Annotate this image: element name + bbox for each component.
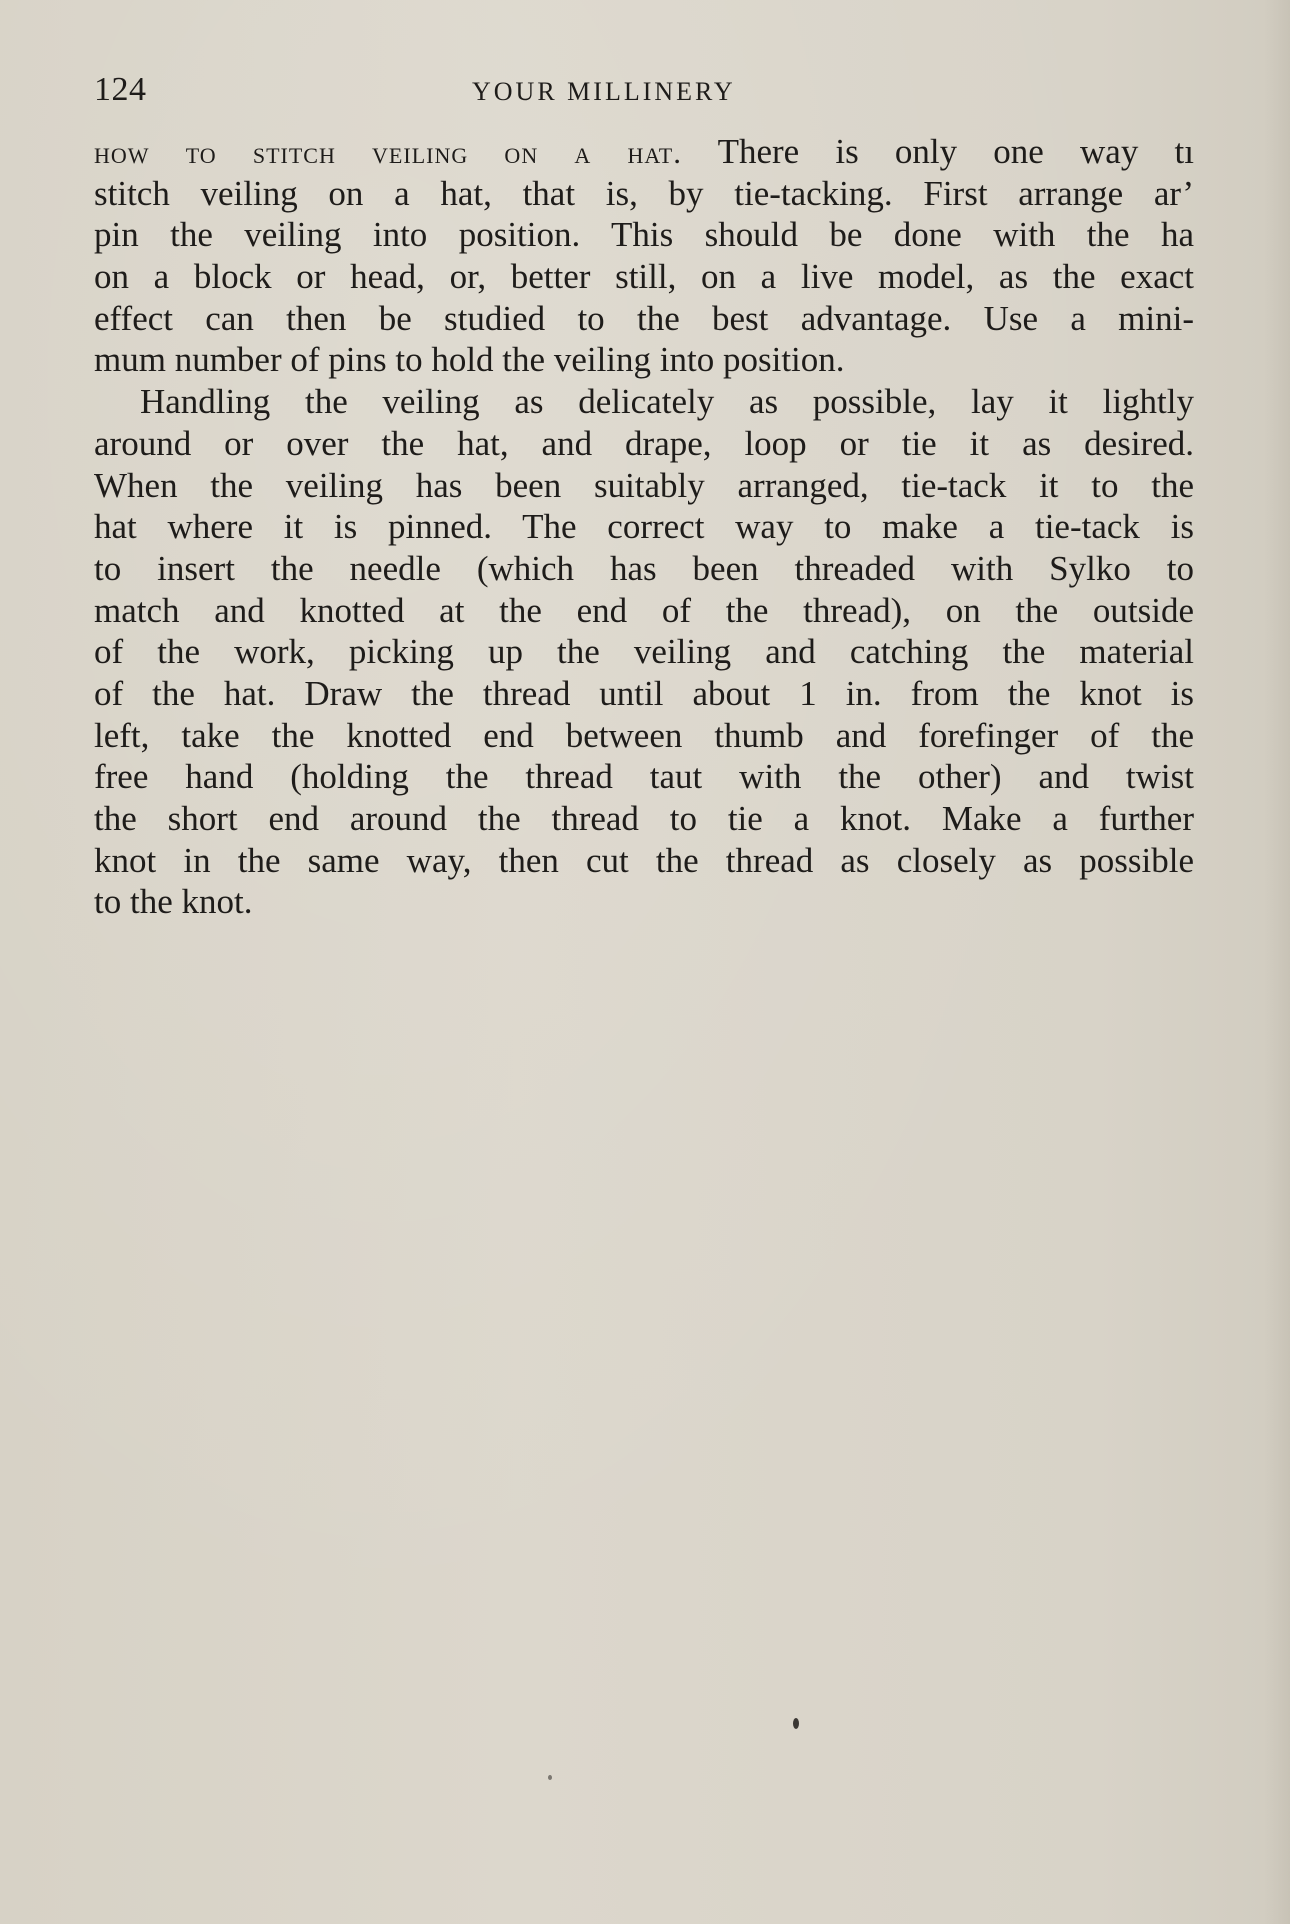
page-number: 124 [94, 71, 147, 108]
paragraph-handling-veiling [94, 381, 1194, 923]
paper-speck [793, 1718, 799, 1729]
paper-speck [548, 1775, 552, 1780]
book-title: YOUR MILLINERY [472, 77, 736, 106]
text-line [94, 131, 1194, 173]
text-line: to insert the needle (which has been threaded with Sylko to [94, 548, 1194, 588]
text-line: around or over the hat, and drape, loop or tie it as desired. [94, 423, 1194, 463]
text-line: of the hat. Draw the thread until about 1 in. from the knot is [94, 673, 1194, 713]
text-line: match and knotted at the end of the thread), on the outside [94, 590, 1194, 630]
text-line: left, take the knotted end between thumb and forefinger of the [94, 715, 1194, 755]
text-line: knot in the same way, then cut the thread as closely as possible [94, 840, 1194, 880]
text-line: to the knot. [94, 882, 253, 922]
text-line: the short end around the thread to tie a knot. Make a further [94, 799, 1194, 838]
running-head [94, 68, 1194, 112]
text-line: When the veiling has been suitably arranged, tie-tack it to the [94, 465, 1194, 505]
text-line: hat where it is pinned. The correct way to make a tie-tack is [94, 507, 1194, 547]
page-edge-shadow [1264, 0, 1290, 1924]
text-line: effect can then be studied to the best advantage. Use a mini- [94, 298, 1194, 338]
section-heading: how to stitch veiling on a hat. [94, 135, 682, 170]
body-text [94, 131, 1194, 923]
text-line: pin the veiling into position. This should be done with the ha [94, 215, 1194, 255]
text-line: on a block or head, or, better still, on a live model, as the exact [94, 257, 1194, 297]
text-line: Handling the veiling as delicately as possible, lay it lightly [140, 382, 1194, 422]
text-line: mum number of pins to hold the veiling into position. [94, 340, 845, 380]
text-line: of the work, picking up the veiling and catching the material [94, 632, 1194, 672]
text-line: free hand (holding the thread taut with the other) and twist [94, 757, 1194, 797]
paragraph-stitch-veiling [94, 131, 1194, 381]
text-line: stitch veiling on a hat, that is, by tie-tacking. First arrange ar’ [94, 173, 1194, 213]
text-line-fragment: There is only one way tı [717, 132, 1194, 171]
